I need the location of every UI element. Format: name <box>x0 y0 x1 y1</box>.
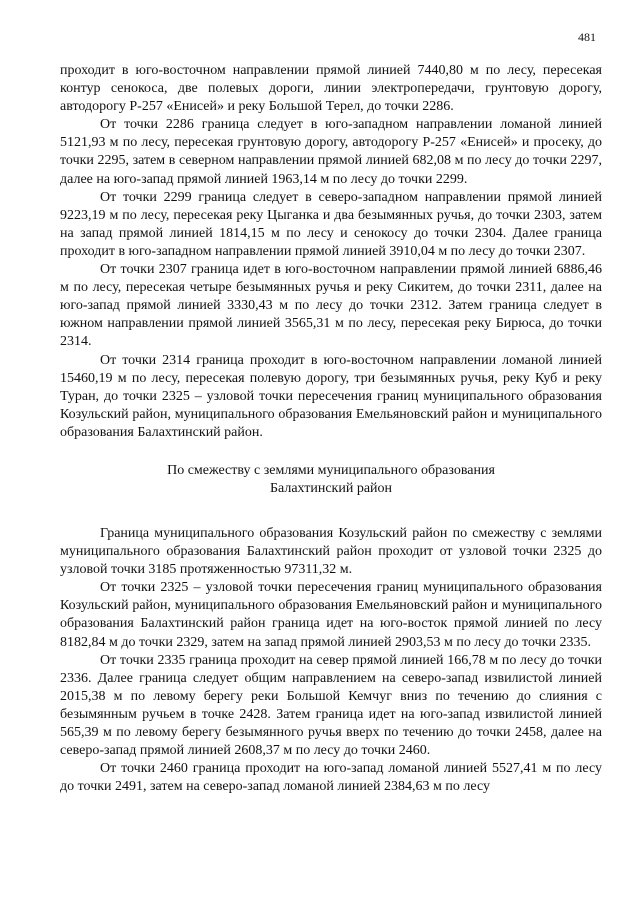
paragraph: проходит в юго-восточном направлении прямой линией 7440,80 м по лесу, пересекая контур сенокоса, две полевых дороги, линии электропередачи, грунтовую дорогу, автодорогу Р-257 «Енисей» и реку Большой Терел, до точки 2286. <box>60 63 602 115</box>
section-heading-line: По смежеству с землями муниципального образования <box>167 462 495 478</box>
section-heading <box>60 462 602 499</box>
paragraph: От точки 2299 граница следует в северо-западном направлении прямой линией 9223,19 м по лесу, пересекая реку Цыганка и два безымянных ручья, до точки 2303, затем на запад прямой линией 1814,15 м по лесу и сенокосу до точки 2304. Далее граница проходит в юго-западном направлении прямой линией 3910,04 м по лесу до точки 2307. <box>60 189 602 259</box>
page-number: 481 <box>578 30 596 44</box>
paragraph: От точки 2314 граница проходит в юго-восточном направлении ломаной линией 15460,19 м по лесу, пересекая полевую дорогу, три безымянных ручья, реку Куб и реку Туран, до точки 2325 – узловой точки пересечения границ муниципального образования Козульский район, муниципального образования Емельяновский район и муниципального образования Балахтинский район. <box>60 352 602 440</box>
paragraph: От точки 2307 граница идет в юго-восточном направлении прямой линией 6886,46 м по лесу, пересекая четыре безымянных ручья и реку Сикитем, до точки 2311, далее на юго-запад прямой линией 3330,43 м по лесу до точки 2312. Затем граница следует в южном направлении прямой линией 3565,31 м по лесу, пересекая реку Бирюса, до точки 2314. <box>60 262 602 350</box>
paragraph: От точки 2335 граница проходит на север прямой линией 166,78 м по лесу до точки 2336. Далее граница следует общим направлением на северо-запад извилистой линией 2015,38 м по левому берегу реки Большой Кемчуг вниз по течению до слияния с безымянным ручьем в точке 2428. Затем граница идет на юго-запад извилистой линией 565,39 м по левому берегу безымянного ручья вверх по течению до точки 2458, далее на северо-запад прямой линией 2608,37 м по лесу до точки 2460. <box>60 652 602 759</box>
paragraph: От точки 2460 граница проходит на юго-запад ломаной линией 5527,41 м по лесу до точки 2491, затем на северо-запад ломаной линией 2384,63 м по лесу <box>60 761 602 795</box>
document-body <box>60 62 602 796</box>
paragraph: От точки 2325 – узловой точки пересечения границ муниципального образования Козульский район, муниципального образования Емельяновский район и муниципального образования Балахтинский район граница идет на юго-восток прямой линией по лесу 8182,84 м до точки 2329, затем на запад прямой линией 2903,53 м по лесу до точки 2335. <box>60 580 602 650</box>
paragraph: От точки 2286 граница следует в юго-западном направлении ломаной линией 5121,93 м по лесу, пересекая грунтовую дорогу, автодорогу Р-257 «Енисей» и просеку, до точки 2295, затем в северном направлении прямой линией 682,08 м по лесу до точки 2297, далее на юго-запад прямой линией 1963,14 м по лесу до точки 2299. <box>60 117 602 187</box>
section-heading-line: Балахтинский район <box>269 481 393 497</box>
paragraph: Граница муниципального образования Козульский район по смежеству с землями муниципального образования Балахтинский район проходит от узловой точки 2325 до узловой точки 3185 протяженностью 97311,32 м. <box>60 525 602 578</box>
